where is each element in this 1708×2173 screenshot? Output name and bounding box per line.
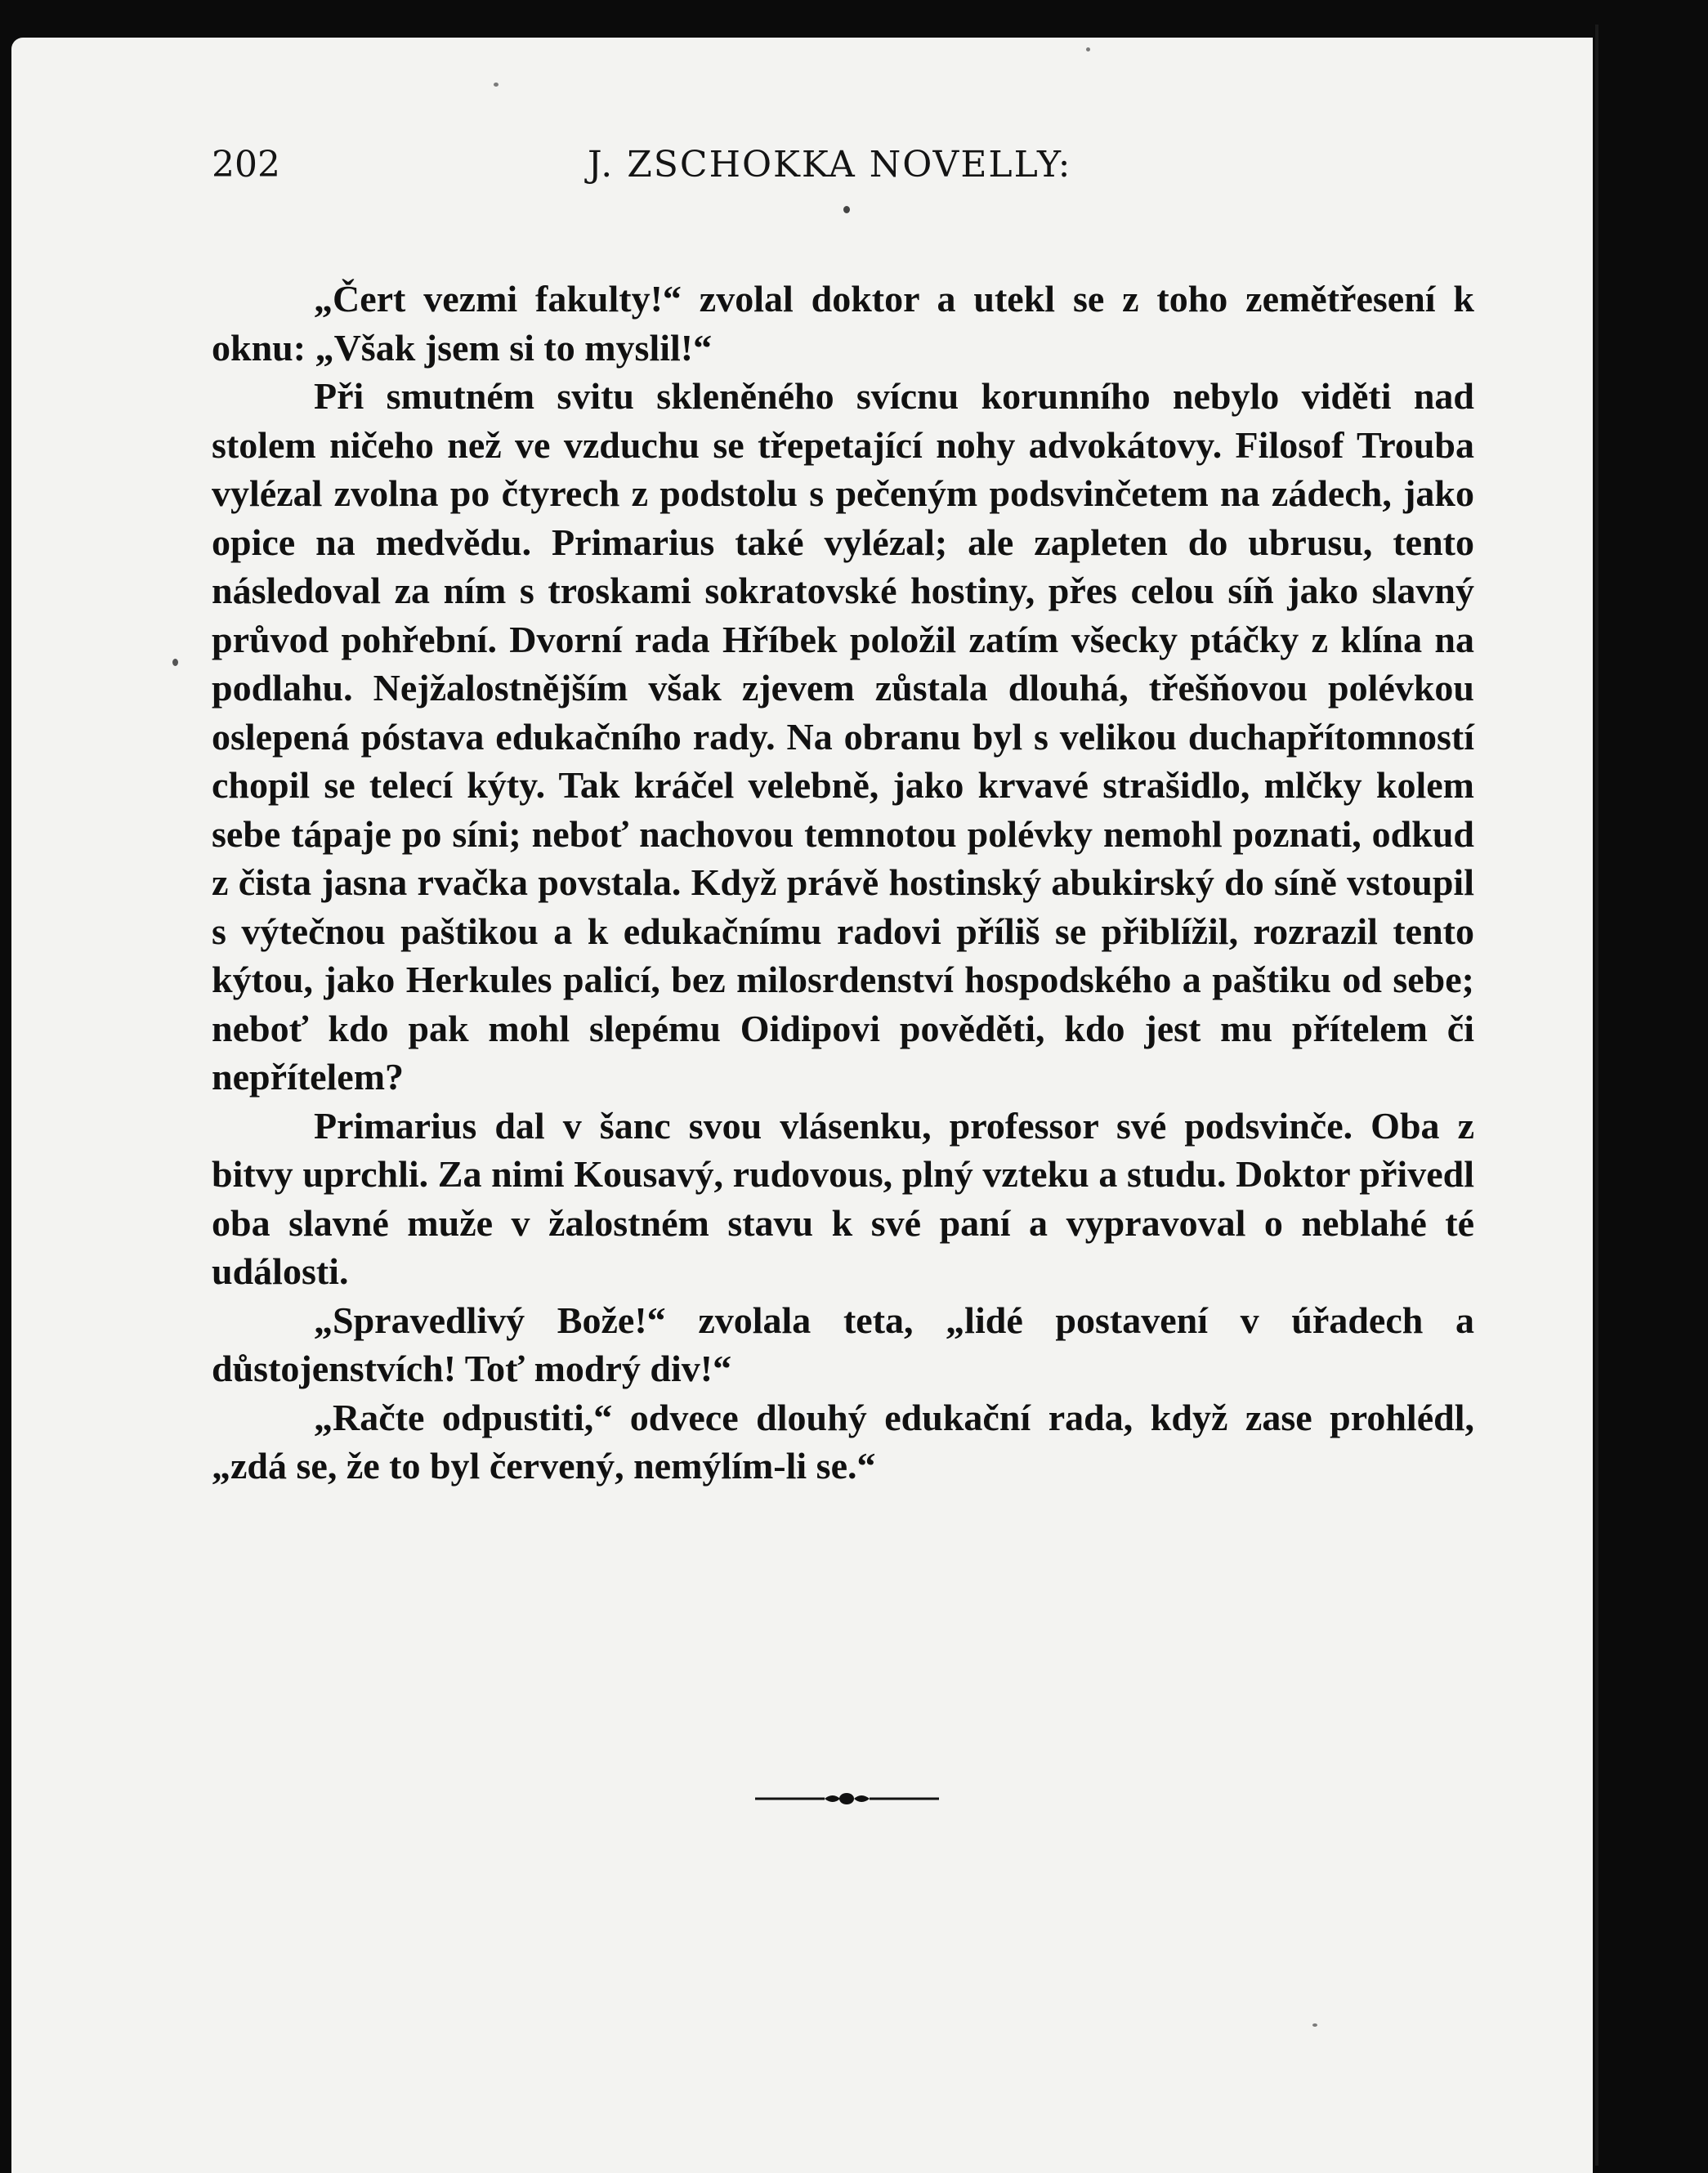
page-number: 202 — [212, 144, 280, 186]
scan-speck — [843, 206, 850, 213]
running-head: J. ZSCHOKKA NOVELLY: — [588, 144, 1072, 186]
page-edge-line — [1595, 25, 1598, 2166]
paragraph: „Račte odpustiti,“ odvece dlouhý edukační rada, když zase prohlédl, „zdá se, že to byl červený, nemýlím-li se.“ — [212, 1396, 1474, 1487]
body-text — [212, 275, 1474, 1491]
paragraph: „Čert vezmi fakulty!“ zvolal doktor a utekl se z toho zemětřesení k oknu: „Však jsem si to myslil!“ — [212, 278, 1474, 369]
scan-border-right — [1593, 0, 1708, 2173]
page-header — [212, 144, 1098, 201]
tailpiece-ornament-icon — [755, 1786, 939, 1811]
scan-speck — [1086, 47, 1090, 51]
paragraph: „Spravedlivý Bože!“ zvolala teta, „lidé postavení v úřadech a důstojenstvích! Toť modrý div!“ — [212, 1299, 1474, 1389]
paragraph: Při smutném svitu skleněného svícnu korunního nebylo viděti nad stolem ničeho než ve vzduchu se třepetající nohy advokátovy. Filosof Trouba vylézal zvolna po čtyrech z podstolu s pečeným podsvinčetem na zádech, jako opice na medvědu. Primarius také vylézal; ale zapleten do ubrusu, tento následoval za ním s troskami sokratovské hostiny, přes celou síň jako slavný průvod pohřební. Dvorní rada Hříbek položil zatím všecky ptáčky z klína na podlahu. Nejžalostnějším však zjevem zůstala dlouhá, třešňovou polévkou oslepená póstava edukačního rady. Na obranu byl s velikou duchapřítomností chopil se telecí kýty. Tak kráčel velebně, jako krvavé strašidlo, mlčky kolem sebe tápaje po síni; neboť nachovou temnotou polévky nemohl poznati, odkud z čista jasna rvačka povstala. Když právě hostinský abukirský do síně vstoupil s výtečnou paštikou a k edukačnímu radovi příliš se přiblížil, rozrazil tento kýtou, jako Herkules palicí, bez milosrdenství hospodského a paštiku od sebe; neboť kdo pak mohl slepému Oidipovi pověděti, kdo jest mu přítelem či nepřítelem? — [212, 375, 1474, 1098]
paragraph: Primarius dal v šanc svou vlásenku, professor své podsvinče. Oba z bitvy uprchli. Za nimi Kousavý, rudovous, plný vzteku a studu. Doktor přivedl oba slavné muže v žalostném stavu k své paní a vypravoval o neblahé té události. — [212, 1104, 1474, 1292]
scan-speck — [494, 83, 499, 87]
book-page — [11, 38, 1593, 2173]
scan-speck — [1312, 2023, 1317, 2027]
scan-speck — [172, 659, 178, 666]
